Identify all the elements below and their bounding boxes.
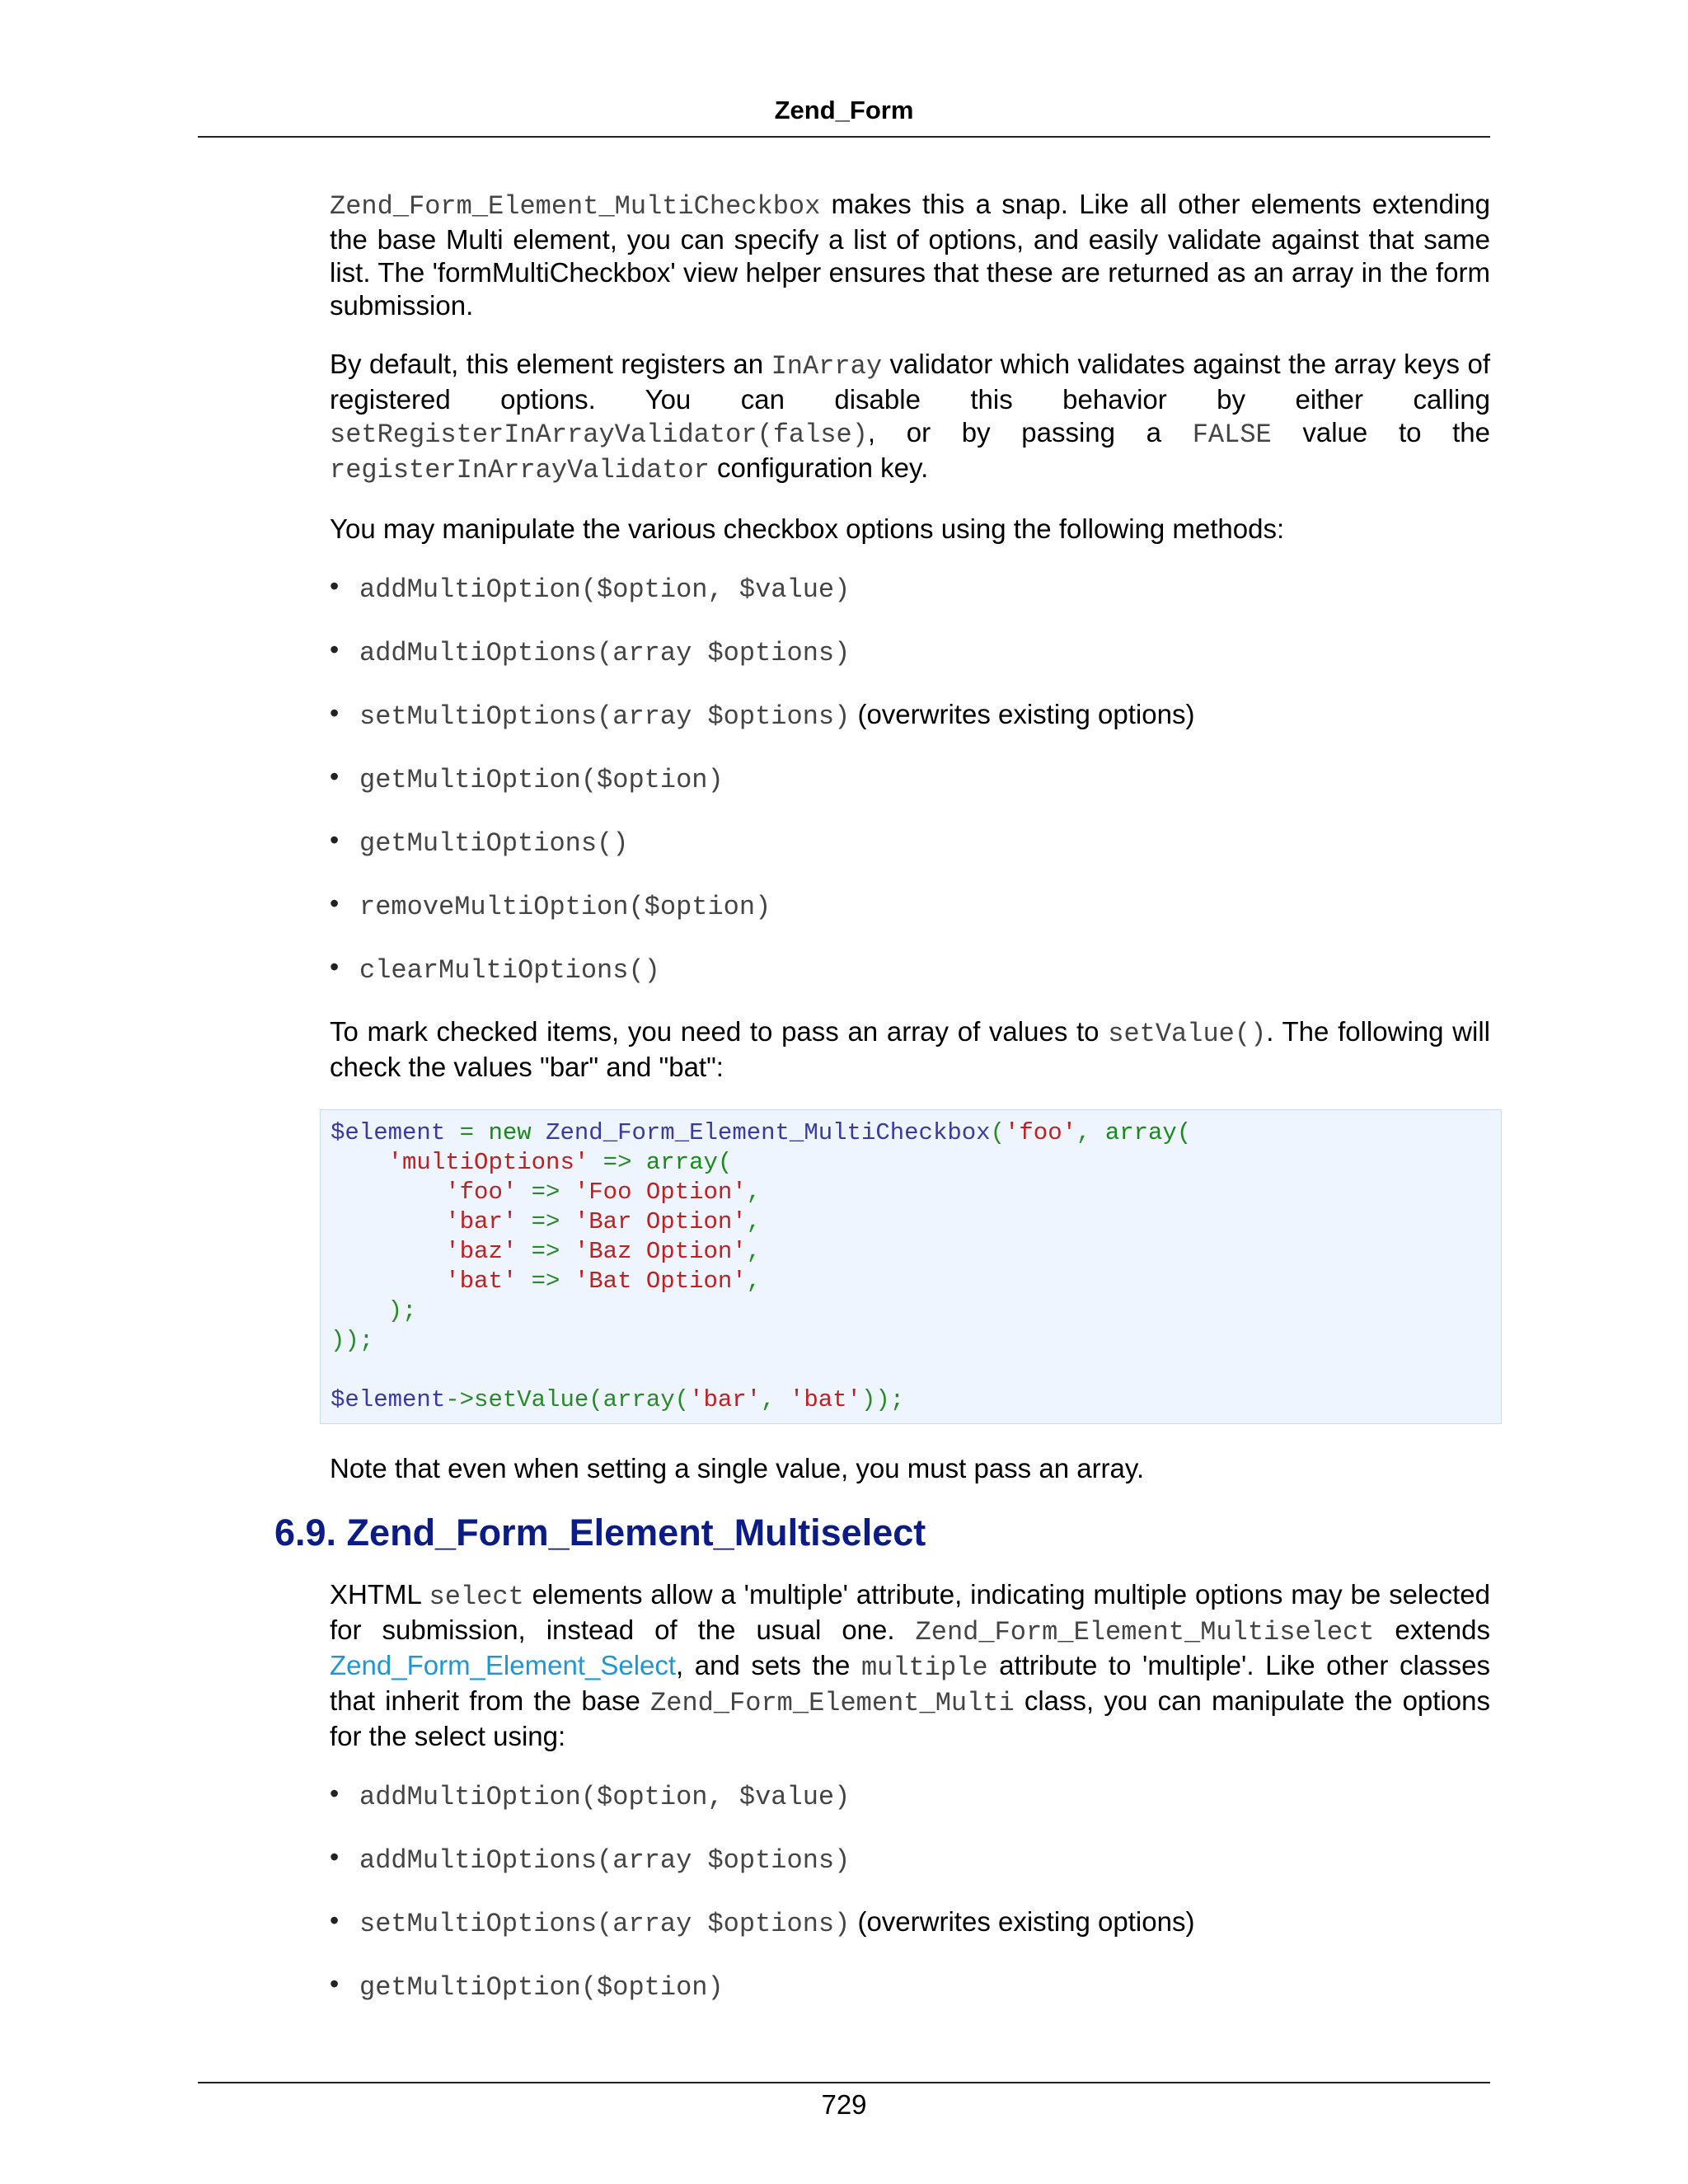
note-paragraph: Note that even when setting a single value, you must pass an array.	[330, 1453, 1145, 1483]
inline-code: registerInArrayValidator	[330, 455, 710, 485]
list-item	[330, 952, 1490, 987]
select-element-link[interactable]: Zend_Form_Element_Select	[330, 1650, 677, 1680]
paragraph-text: makes this a snap. Like all other elements extending the base Multi element, you can specify a list of options, and easily validate against that same list. The 'formMultiCheckbox' view helper ensures that these are returned as an array in the form submission.	[330, 189, 1490, 321]
list-item	[330, 762, 1490, 797]
list-item	[330, 635, 1490, 670]
list-item	[330, 825, 1490, 860]
footer-rule	[198, 2082, 1490, 2083]
method-signature: addMultiOption($option, $value)	[359, 574, 851, 605]
header-rule	[198, 136, 1490, 138]
paragraph-text: attribute to 'multiple'. Like other classes that inherit from the base	[330, 1650, 1490, 1716]
code-token: 'foo'	[1004, 1119, 1076, 1146]
code-token: 'bat'	[445, 1268, 518, 1295]
inline-code: Zend_Form_Element_MultiCheckbox	[330, 191, 821, 222]
intro-paragraph-3: You may manipulate the various checkbox options using the following methods:	[330, 513, 1285, 544]
paragraph-text: class, you can manipulate the options for the select using:	[330, 1685, 1490, 1751]
paragraph-text: To mark checked items, you need to pass an array of values to	[330, 1016, 1109, 1047]
list-item	[330, 888, 1490, 924]
code-token: ));	[860, 1386, 905, 1413]
multiselect-methods-list	[330, 1779, 1490, 2004]
code-token: =>	[531, 1268, 560, 1295]
inline-code: FALSE	[1192, 419, 1272, 450]
list-item	[330, 1969, 1490, 2004]
list-item	[330, 1905, 1490, 1941]
code-token: 'Foo Option'	[574, 1179, 747, 1206]
code-token: 'multiOptions'	[387, 1149, 589, 1176]
inline-code: Zend_Form_Element_Multiselect	[915, 1617, 1375, 1647]
method-signature: addMultiOptions(array $options)	[359, 638, 851, 668]
paragraph-text: configuration key.	[709, 452, 929, 483]
inline-code: InArray	[771, 351, 883, 382]
code-token: array(	[645, 1149, 733, 1176]
code-token: =>	[531, 1238, 560, 1265]
code-token: $element	[331, 1119, 446, 1146]
code-token: 'foo'	[445, 1179, 518, 1206]
paragraph-text: value to the	[1271, 417, 1490, 448]
list-item	[330, 698, 1490, 733]
paragraph-text: , and sets the	[676, 1650, 861, 1680]
method-signature: addMultiOptions(array $options)	[359, 1845, 851, 1876]
page-number: 729	[821, 2089, 867, 2120]
code-token: =	[445, 1119, 489, 1146]
checkbox-methods-list	[330, 571, 1490, 987]
code-token: 'Bat Option'	[574, 1268, 747, 1295]
code-token: =>	[531, 1208, 560, 1235]
page-content	[274, 188, 1490, 2032]
inline-code: Zend_Form_Element_Multi	[650, 1688, 1015, 1718]
code-token: 'bar'	[445, 1208, 518, 1235]
code-token: Zend_Form_Element_MultiCheckbox	[546, 1119, 991, 1146]
code-token: );	[387, 1297, 417, 1324]
code-token: ->setValue(array(	[445, 1386, 690, 1413]
method-signature: setMultiOptions(array $options)	[359, 1909, 851, 1939]
code-token: 'Bar Option'	[574, 1208, 747, 1235]
code-example: $element = new Zend_Form_Element_MultiCheckbox('foo', array( 'multiOptions' => array( 'foo' => 'Foo Option', 'bar' => 'Bar Option', 'baz' => 'Baz Option', 'bat' => 'Bat Option', ); )); $element->setValue(array('bar', 'bat'));	[320, 1109, 1502, 1424]
code-token: =>	[531, 1179, 560, 1206]
method-signature: setMultiOptions(array $options)	[359, 701, 851, 732]
method-signature: clearMultiOptions()	[359, 955, 660, 986]
inline-code: setRegisterInArrayValidator(false)	[330, 419, 868, 450]
list-item	[330, 571, 1490, 607]
inline-code: select	[429, 1582, 524, 1612]
code-token: 'bar'	[689, 1386, 762, 1413]
running-header: Zend_Form	[774, 96, 914, 124]
code-token: 'bat'	[789, 1386, 861, 1413]
paragraph-text: elements allow a 'multiple' attribute, indicating multiple options may be selected for submission, instead of the usual one.	[330, 1579, 1490, 1645]
code-token: 'baz'	[445, 1238, 518, 1265]
method-signature: getMultiOption($option)	[359, 765, 724, 795]
method-signature: getMultiOptions()	[359, 828, 629, 859]
multiselect-paragraph	[330, 1578, 1490, 1753]
code-token: new	[488, 1119, 532, 1146]
inline-code: setValue()	[1108, 1019, 1267, 1049]
code-token: =>	[603, 1149, 632, 1176]
inline-code: multiple	[860, 1652, 988, 1683]
paragraph-text: extends	[1374, 1615, 1490, 1645]
list-item	[330, 1842, 1490, 1877]
list-item	[330, 1779, 1490, 1814]
code-token: array(	[1104, 1119, 1192, 1146]
intro-paragraph-1	[330, 188, 1490, 322]
paragraph-text: , or by passing a	[867, 417, 1193, 448]
intro-paragraph-2	[330, 348, 1490, 487]
section-heading: 6.9. Zend_Form_Element_Multiselect	[274, 1511, 926, 1554]
paragraph-text: validator which validates against the array keys of registered options. You can disable this behavior by either calling	[330, 349, 1490, 415]
method-signature: addMultiOption($option, $value)	[359, 1782, 851, 1812]
method-note: (overwrites existing options)	[850, 699, 1195, 729]
paragraph-text: . The following will check the values "bar" and "bat":	[330, 1016, 1490, 1082]
method-note: (overwrites existing options)	[850, 1906, 1195, 1937]
checked-items-paragraph	[330, 1015, 1490, 1084]
method-signature: removeMultiOption($option)	[359, 892, 771, 922]
paragraph-text: By default, this element registers an	[330, 349, 771, 379]
code-token: $element	[331, 1386, 446, 1413]
paragraph-text: XHTML	[330, 1579, 429, 1610]
code-token: ));	[331, 1327, 374, 1354]
method-signature: getMultiOption($option)	[359, 1972, 724, 2003]
code-token: 'Baz Option'	[574, 1238, 747, 1265]
